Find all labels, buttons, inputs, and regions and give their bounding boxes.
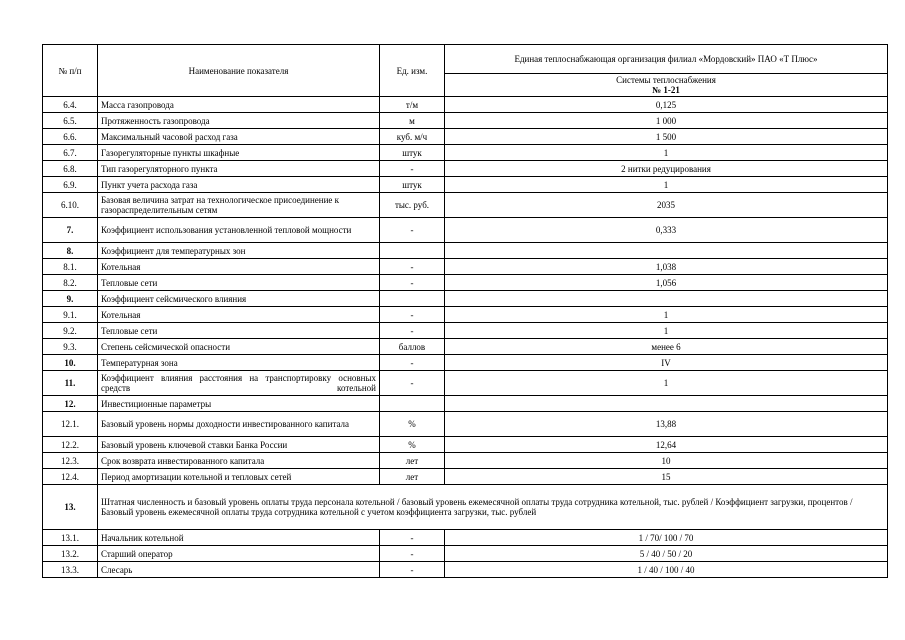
row-unit: -: [380, 546, 445, 562]
row-unit: %: [380, 412, 445, 437]
table-row: [43, 193, 888, 218]
row-unit: лет: [380, 469, 445, 485]
table-row: [43, 218, 888, 243]
table-row: [43, 546, 888, 562]
row-name: Пункт учета расхода газа: [98, 177, 380, 193]
row-unit: штук: [380, 177, 445, 193]
row-value: 1,038: [445, 259, 888, 275]
row-value: 13,88: [445, 412, 888, 437]
row-num: 9.: [43, 291, 98, 307]
row-unit: -: [380, 259, 445, 275]
row-name: Коэффициент для температурных зон: [98, 243, 380, 259]
row-unit: %: [380, 437, 445, 453]
row-value: 1,056: [445, 275, 888, 291]
row-num: 8.1.: [43, 259, 98, 275]
row-value: 10: [445, 453, 888, 469]
row-num: 6.8.: [43, 161, 98, 177]
row-unit: -: [380, 307, 445, 323]
header-name: Наименование показателя: [98, 45, 380, 97]
row-name: Штатная численность и базовый уровень оплаты труда персонала котельной / базовый уровень ежемесячной оплаты труда сотрудника котельной, тыс. рублей / Коэффициент загрузки, процентов / Базовый уровень ежемесячной оплаты труда сотрудника котельной с учетом коэффициента загрузки, тыс. рублей: [98, 485, 888, 530]
header-systems-label: Системы теплоснабжения: [616, 75, 716, 85]
row-unit: -: [380, 275, 445, 291]
row-num: 6.4.: [43, 97, 98, 113]
row-unit: [380, 291, 445, 307]
row-num: 13.1.: [43, 530, 98, 546]
table-row: [43, 177, 888, 193]
row-unit: -: [380, 355, 445, 371]
row-value: [445, 243, 888, 259]
row-value: 1: [445, 323, 888, 339]
row-name: Максимальный часовой расход газа: [98, 129, 380, 145]
row-name: Срок возврата инвестированного капитала: [98, 453, 380, 469]
section-row: [43, 396, 888, 412]
row-name: Протяженность газопровода: [98, 113, 380, 129]
row-num: 7.: [43, 218, 98, 243]
indicators-table: [42, 44, 888, 578]
row-num: 12.3.: [43, 453, 98, 469]
row-name: Период амортизации котельной и тепловых сетей: [98, 469, 380, 485]
header-systems: [445, 74, 888, 97]
row-unit: т/м: [380, 97, 445, 113]
row-unit: -: [380, 161, 445, 177]
row-value: 1: [445, 177, 888, 193]
header-systems-code: № 1-21: [652, 85, 680, 95]
row-unit: -: [380, 323, 445, 339]
section-row: [43, 291, 888, 307]
table-row: [43, 339, 888, 355]
row-value: 1 / 70/ 100 / 70: [445, 530, 888, 546]
row-name: Базовая величина затрат на технологическое присоединение к газораспределительным сетям: [98, 193, 380, 218]
row-num: 8.2.: [43, 275, 98, 291]
table-row: [43, 562, 888, 578]
row-num: 13.: [43, 485, 98, 530]
table-row: [43, 323, 888, 339]
row-unit: -: [380, 530, 445, 546]
table-row: [43, 307, 888, 323]
table-row: [43, 259, 888, 275]
row-num: 13.3.: [43, 562, 98, 578]
table-row: [43, 412, 888, 437]
row-name: Базовый уровень нормы доходности инвестированного капитала: [98, 412, 380, 437]
row-name: Котельная: [98, 307, 380, 323]
row-name: Коэффициент влияния расстояния на транспортировку основных средств котельной: [98, 371, 380, 396]
row-unit: [380, 396, 445, 412]
row-name: Старший оператор: [98, 546, 380, 562]
row-name: Тепловые сети: [98, 323, 380, 339]
row-value: менее 6: [445, 339, 888, 355]
row-num: 8.: [43, 243, 98, 259]
row-name: Слесарь: [98, 562, 380, 578]
row-num: 6.7.: [43, 145, 98, 161]
row-unit: баллов: [380, 339, 445, 355]
table-row: [43, 437, 888, 453]
header-organization: Единая теплоснабжающая организация филиал «Мордовский» ПАО «Т Плюс»: [445, 45, 888, 74]
row-name: Коэффициент сейсмического влияния: [98, 291, 380, 307]
table-row: [43, 161, 888, 177]
row-value: 15: [445, 469, 888, 485]
row-unit: куб. м/ч: [380, 129, 445, 145]
row-num: 12.2.: [43, 437, 98, 453]
row-name: Базовый уровень ключевой ставки Банка России: [98, 437, 380, 453]
row-num: 13.2.: [43, 546, 98, 562]
row-unit: -: [380, 562, 445, 578]
row-unit: м: [380, 113, 445, 129]
row-num: 9.1.: [43, 307, 98, 323]
row-num: 6.10.: [43, 193, 98, 218]
table-row: [43, 145, 888, 161]
row-num: 6.6.: [43, 129, 98, 145]
table-row: [43, 97, 888, 113]
row-name: Инвестиционные параметры: [98, 396, 380, 412]
row-value: IV: [445, 355, 888, 371]
row-num: 6.9.: [43, 177, 98, 193]
section-row: [43, 243, 888, 259]
row-name: Тип газорегуляторного пункта: [98, 161, 380, 177]
row-value: 0,333: [445, 218, 888, 243]
table-row: [43, 469, 888, 485]
table-row: [43, 275, 888, 291]
row-num: 9.3.: [43, 339, 98, 355]
table-row: [43, 113, 888, 129]
header-unit: Ед. изм.: [380, 45, 445, 97]
row-value: 1: [445, 371, 888, 396]
row-num: 12.: [43, 396, 98, 412]
row-name: Тепловые сети: [98, 275, 380, 291]
row-num: 11.: [43, 371, 98, 396]
row-value: 2035: [445, 193, 888, 218]
row-name: Температурная зона: [98, 355, 380, 371]
row-value: 1: [445, 145, 888, 161]
row-value: 5 / 40 / 50 / 20: [445, 546, 888, 562]
row-num: 12.1.: [43, 412, 98, 437]
row-name: Газорегуляторные пункты шкафные: [98, 145, 380, 161]
table-row: [43, 371, 888, 396]
row-name: Масса газопровода: [98, 97, 380, 113]
table-row: [43, 355, 888, 371]
table-row: [43, 530, 888, 546]
row-name: Начальник котельной: [98, 530, 380, 546]
row-value: 1 / 40 / 100 / 40: [445, 562, 888, 578]
header-num: № п/п: [43, 45, 98, 97]
row-num: 6.5.: [43, 113, 98, 129]
row-name: Степень сейсмической опасности: [98, 339, 380, 355]
row-value: 1 000: [445, 113, 888, 129]
row-unit: -: [380, 371, 445, 396]
row-value: [445, 291, 888, 307]
row-value: [445, 396, 888, 412]
row-num: 9.2.: [43, 323, 98, 339]
row-value: 1 500: [445, 129, 888, 145]
row-unit: штук: [380, 145, 445, 161]
row-name: Котельная: [98, 259, 380, 275]
row-value: 12,64: [445, 437, 888, 453]
row-value: 1: [445, 307, 888, 323]
row-num: 10.: [43, 355, 98, 371]
table-row: [43, 453, 888, 469]
row-unit: [380, 243, 445, 259]
table-row: [43, 129, 888, 145]
row-value: 0,125: [445, 97, 888, 113]
row-unit: лет: [380, 453, 445, 469]
table-row: [43, 485, 888, 530]
row-num: 12.4.: [43, 469, 98, 485]
row-name: Коэффициент использования установленной тепловой мощности: [98, 218, 380, 243]
row-unit: -: [380, 218, 445, 243]
row-unit: тыс. руб.: [380, 193, 445, 218]
row-value: 2 нитки редуцирования: [445, 161, 888, 177]
